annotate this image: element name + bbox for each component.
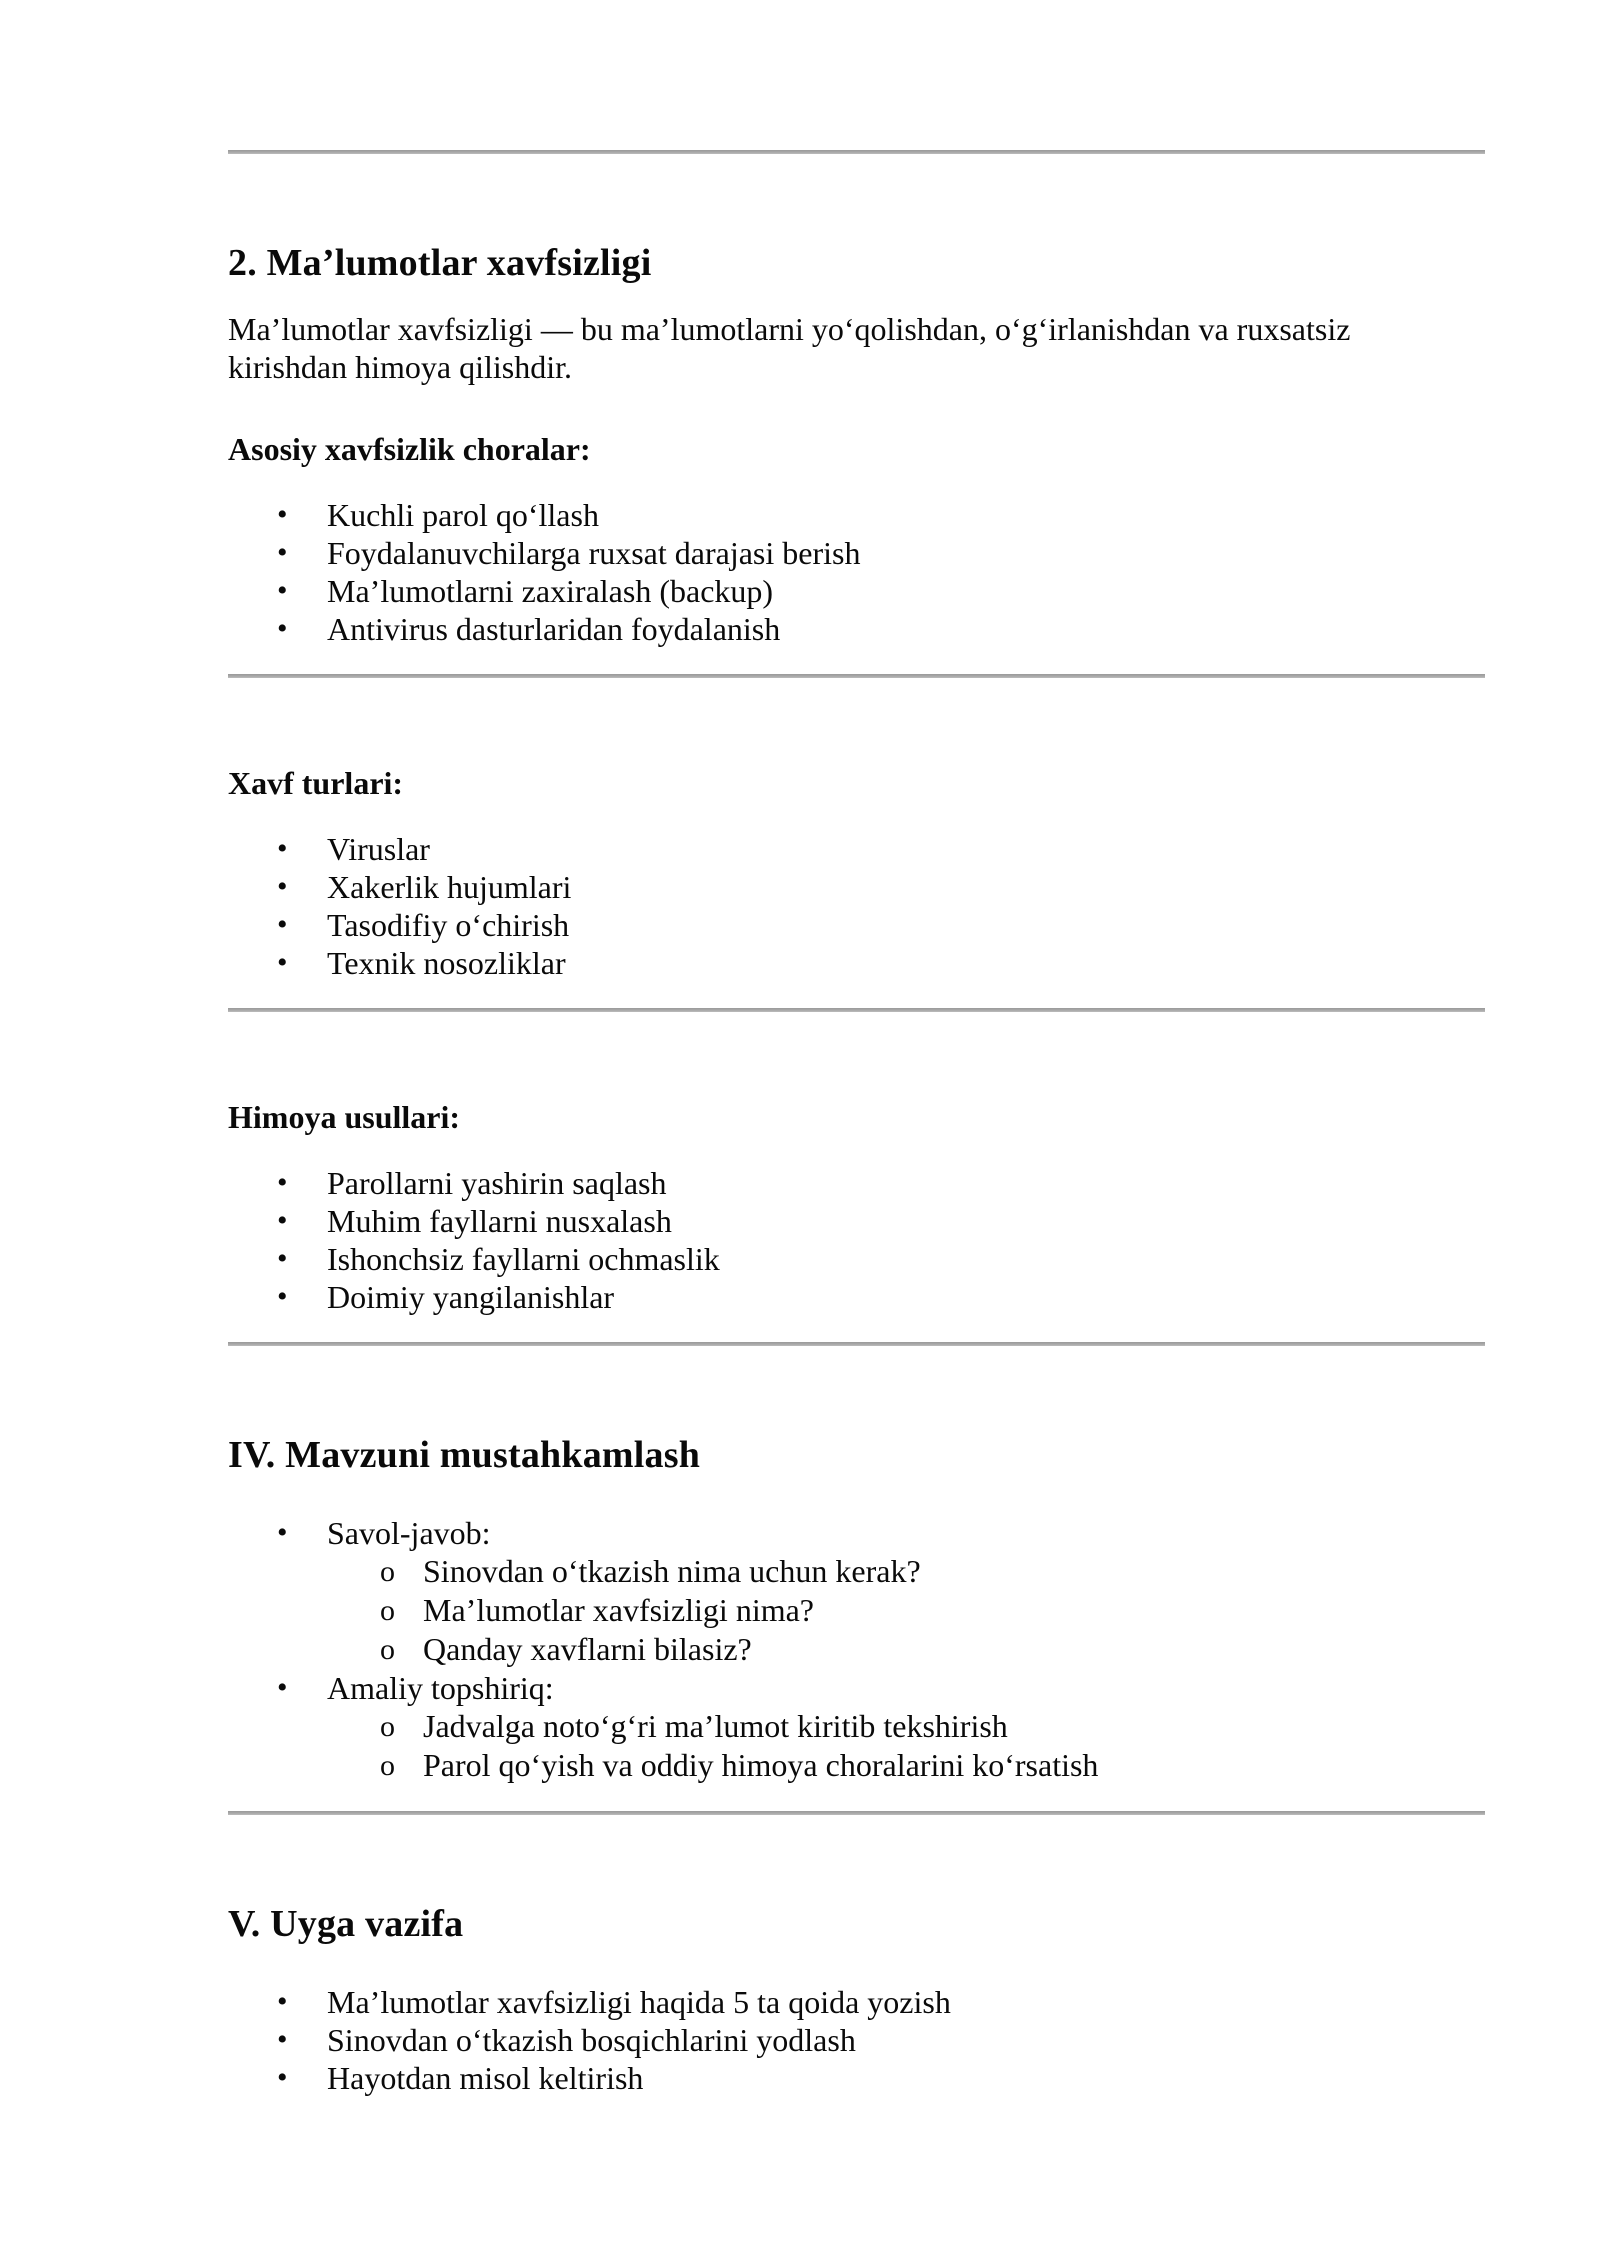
list-item-text: Xakerlik hujumlari: [327, 869, 572, 905]
list-item: [228, 2059, 1485, 2097]
sub-heading: Asosiy xavfsizlik choralar:: [228, 431, 591, 467]
sub-bullet-icon: o: [380, 1555, 395, 1588]
list-item: [228, 944, 1485, 982]
list-item: [228, 496, 1485, 534]
horizontal-rule: [228, 674, 1485, 678]
sub-bullet-icon: o: [380, 1710, 395, 1743]
bullet-icon: •: [277, 1166, 288, 1199]
list-item: [228, 868, 1485, 906]
list-item-text: Hayotdan misol keltirish: [327, 2060, 644, 2096]
list-item: [228, 572, 1485, 610]
bullet-icon: •: [277, 498, 288, 531]
sub-heading: Xavf turlari:: [228, 765, 404, 801]
list-item-text: Jadvalga noto‘g‘ri ma’lumot kiritib tekshirish: [423, 1708, 1008, 1744]
list-item: [228, 534, 1485, 572]
list-item: [228, 1669, 1485, 1785]
bullet-icon: •: [277, 574, 288, 607]
list-item: [228, 610, 1485, 648]
paragraph-line: kirishdan himoya qilishdir.: [228, 349, 572, 385]
list-item-text: Qanday xavflarni bilasiz?: [423, 1631, 752, 1667]
sub-list-item: [327, 1707, 1485, 1746]
list-item-text: Sinovdan o‘tkazish bosqichlarini yodlash: [327, 2022, 856, 2058]
list-item: [228, 2021, 1485, 2059]
sub-heading: Himoya usullari:: [228, 1099, 461, 1135]
sub-bullet-icon: o: [380, 1594, 395, 1627]
list-item-text: Kuchli parol qo‘llash: [327, 497, 599, 533]
bullet-icon: •: [277, 870, 288, 903]
horizontal-rule: [228, 1811, 1485, 1815]
sub-bullet-list: [327, 1707, 1485, 1785]
list-item-text: Sinovdan o‘tkazish nima uchun kerak?: [423, 1553, 921, 1589]
bullet-icon: •: [277, 946, 288, 979]
section-heading: IV. Mavzuni mustahkamlash: [228, 1434, 701, 1476]
bullet-icon: •: [277, 908, 288, 941]
list-item-text: Ma’lumotlar xavfsizligi haqida 5 ta qoida yozish: [327, 1984, 951, 2020]
bullet-list: [228, 1514, 1485, 1785]
bullet-icon: •: [277, 1671, 288, 1704]
section-heading: V. Uyga vazifa: [228, 1903, 464, 1945]
sub-bullet-list: [327, 1552, 1485, 1669]
list-item-text: Texnik nosozliklar: [327, 945, 566, 981]
list-item: [228, 1278, 1485, 1316]
list-item-text: Foydalanuvchilarga ruxsat darajasi berish: [327, 535, 861, 571]
list-item-text: Ishonchsiz fayllarni ochmaslik: [327, 1241, 720, 1277]
bullet-icon: •: [277, 612, 288, 645]
bullet-icon: •: [277, 832, 288, 865]
list-item-text: Doimiy yangilanishlar: [327, 1279, 615, 1315]
bullet-list: [228, 496, 1485, 648]
horizontal-rule: [228, 150, 1485, 154]
paragraph: [228, 310, 1485, 386]
horizontal-rule: [228, 1008, 1485, 1012]
list-item-text: Viruslar: [327, 831, 430, 867]
bullet-icon: •: [277, 1280, 288, 1313]
bullet-icon: •: [277, 1516, 288, 1549]
list-item: [228, 830, 1485, 868]
bullet-list: [228, 1164, 1485, 1316]
bullet-list: [228, 830, 1485, 982]
list-item-text: Parol qo‘yish va oddiy himoya choralarini ko‘rsatish: [423, 1747, 1099, 1783]
sub-list-item: [327, 1591, 1485, 1630]
list-item-text: Antivirus dasturlaridan foydalanish: [327, 611, 781, 647]
bullet-icon: •: [277, 1242, 288, 1275]
bullet-icon: •: [277, 1985, 288, 2018]
list-item-text: Tasodifiy o‘chirish: [327, 907, 570, 943]
bullet-list: [228, 1983, 1485, 2097]
bullet-icon: •: [277, 2061, 288, 2094]
sub-list-item: [327, 1746, 1485, 1785]
list-item: [228, 1240, 1485, 1278]
list-item-text: Parollarni yashirin saqlash: [327, 1165, 667, 1201]
list-item-text: Ma’lumotlar xavfsizligi nima?: [423, 1592, 814, 1628]
list-item: [228, 1164, 1485, 1202]
list-item: [228, 1514, 1485, 1669]
section-heading: 2. Ma’lumotlar xavfsizligi: [228, 242, 652, 284]
sub-bullet-icon: o: [380, 1633, 395, 1666]
list-item-text: Muhim fayllarni nusxalash: [327, 1203, 672, 1239]
sub-list-item: [327, 1630, 1485, 1669]
horizontal-rule: [228, 1342, 1485, 1346]
bullet-icon: •: [277, 536, 288, 569]
sub-bullet-icon: o: [380, 1749, 395, 1782]
bullet-icon: •: [277, 1204, 288, 1237]
paragraph-line: Ma’lumotlar xavfsizligi — bu ma’lumotlarni yo‘qolishdan, o‘g‘irlanishdan va ruxsatsiz: [228, 311, 1351, 347]
list-item-text: Savol-javob:: [327, 1515, 491, 1551]
bullet-icon: •: [277, 2023, 288, 2056]
list-item: [228, 1983, 1485, 2021]
list-item: [228, 906, 1485, 944]
list-item: [228, 1202, 1485, 1240]
list-item-text: Amaliy topshiriq:: [327, 1670, 554, 1706]
sub-list-item: [327, 1552, 1485, 1591]
list-item-text: Ma’lumotlarni zaxiralash (backup): [327, 573, 774, 609]
